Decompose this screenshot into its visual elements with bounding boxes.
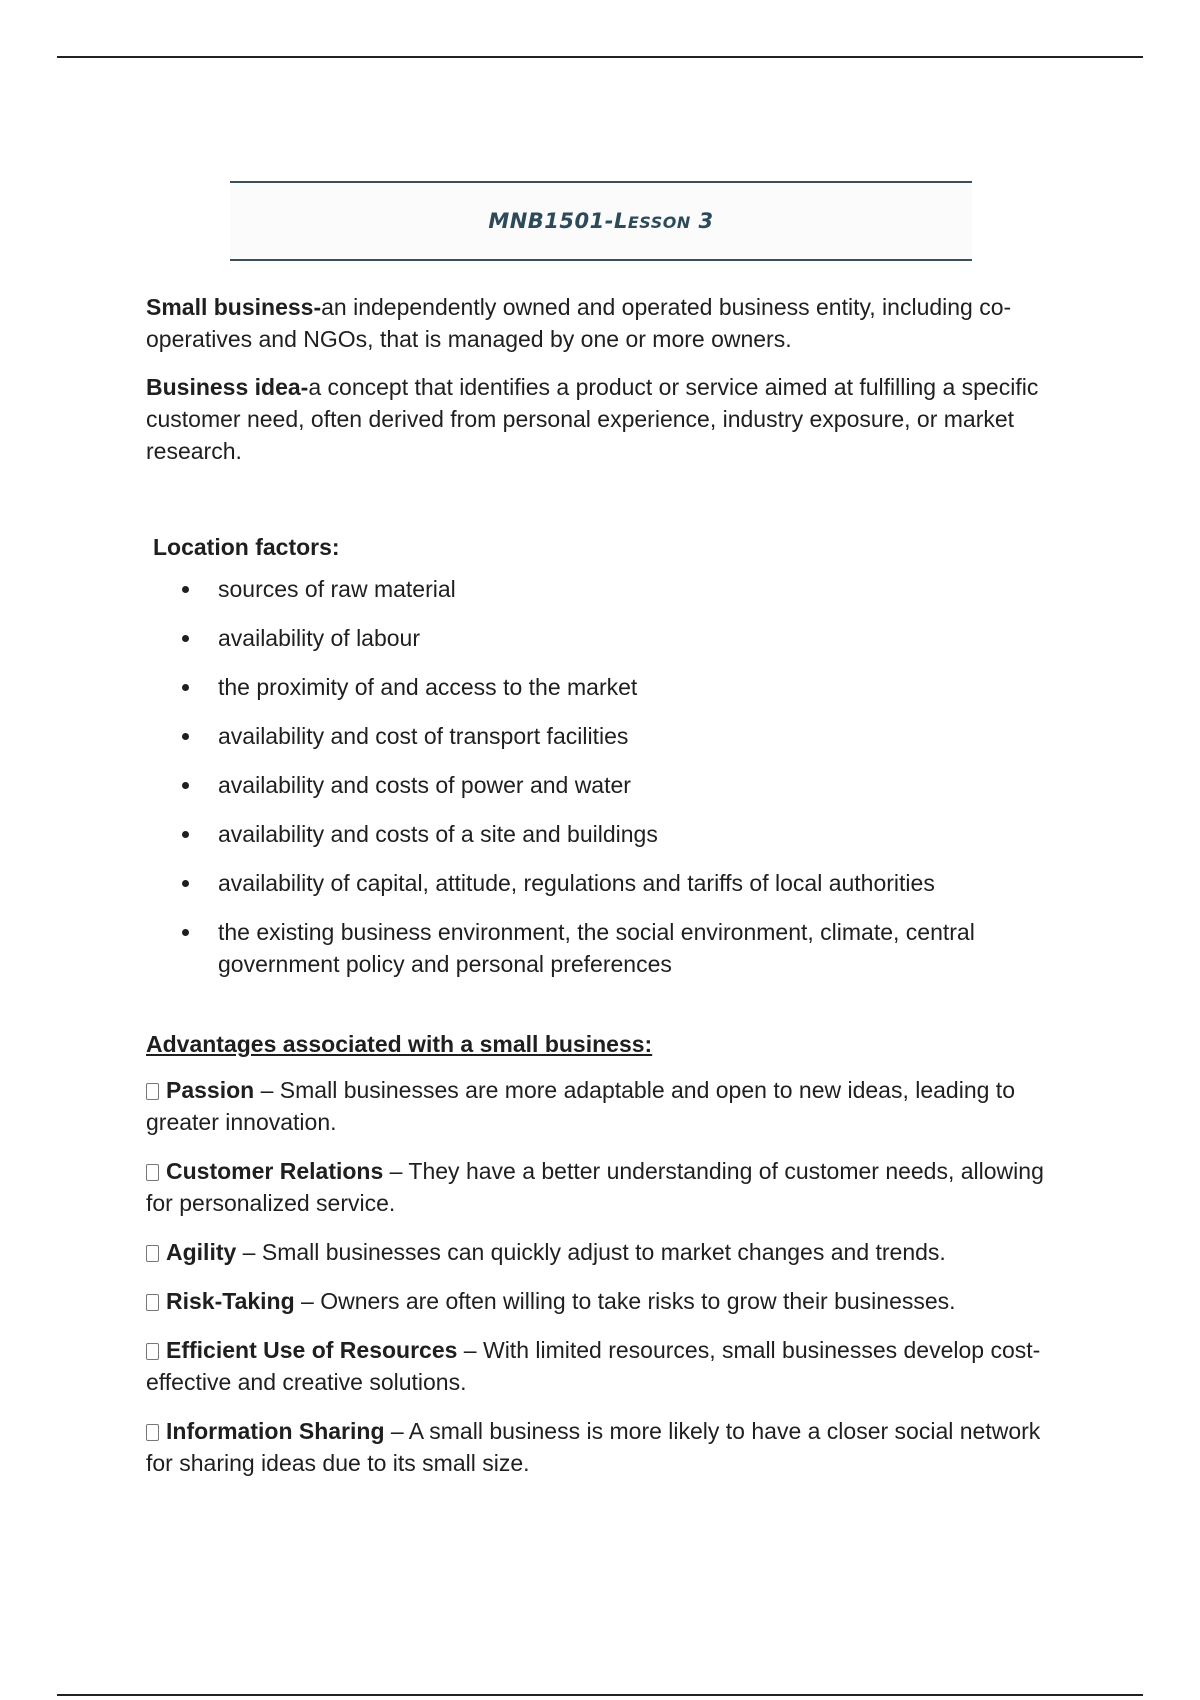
advantages-list <box>146 1074 1046 1479</box>
bullet-icon <box>182 586 189 593</box>
advantages-heading: Advantages associated with a small business: <box>146 1031 653 1057</box>
lesson-title-box <box>230 181 972 261</box>
missing-glyph-box-icon <box>146 1343 159 1360</box>
missing-glyph-box-icon <box>146 1164 159 1181</box>
missing-glyph-box-icon <box>146 1424 159 1441</box>
lesson-title: MNB1501-LESSON 3 <box>488 209 714 233</box>
advantage-customer-relations: Customer Relations – They have a better understanding of customer needs, allowing for personalized service. <box>146 1158 1044 1216</box>
advantage-information-sharing: Information Sharing – A small business is more likely to have a closer social network for sharing ideas due to its small size. <box>146 1418 1041 1476</box>
page-bottom-rule <box>57 1694 1143 1696</box>
bullet-icon <box>182 929 189 936</box>
bullet-icon <box>182 782 189 789</box>
bullet-icon <box>182 880 189 887</box>
bullet-icon <box>182 831 189 838</box>
advantage-risk-taking: Risk-Taking – Owners are often willing to take risks to grow their businesses. <box>146 1285 1046 1317</box>
bullet-icon <box>182 733 189 740</box>
page-top-rule <box>57 56 1143 58</box>
bullet-icon <box>182 635 189 642</box>
bullet-icon <box>182 684 189 691</box>
list-item: availability of labour <box>146 622 1046 654</box>
definition-small-business: Small business-an independently owned and operated business entity, including co-operatives and NGOs, that is managed by one or more owners. <box>146 294 1012 352</box>
location-factors-heading: Location factors: <box>153 534 340 560</box>
missing-glyph-box-icon <box>146 1294 159 1311</box>
document-body <box>146 291 1046 1496</box>
advantage-passion: Passion – Small businesses are more adaptable and open to new ideas, leading to greater innovation. <box>146 1077 1015 1135</box>
advantage-efficient-resources: Efficient Use of Resources – With limited resources, small businesses develop cost-effective and creative solutions. <box>146 1337 1041 1395</box>
advantage-agility: Agility – Small businesses can quickly adjust to market changes and trends. <box>146 1236 1046 1268</box>
list-item: availability and cost of transport facilities <box>146 720 1046 752</box>
list-item: availability and costs of power and water <box>146 769 1046 801</box>
list-item: availability of capital, attitude, regulations and tariffs of local authorities <box>146 867 1046 899</box>
list-item: sources of raw material <box>146 573 1046 605</box>
missing-glyph-box-icon <box>146 1083 159 1100</box>
missing-glyph-box-icon <box>146 1245 159 1262</box>
list-item: availability and costs of a site and buildings <box>146 818 1046 850</box>
list-item: the proximity of and access to the market <box>146 671 1046 703</box>
definition-business-idea: Business idea-a concept that identifies a product or service aimed at fulfilling a specific customer need, often derived from personal experience, industry exposure, or market research. <box>146 374 1039 464</box>
location-factors-list <box>146 573 1046 980</box>
list-item: the existing business environment, the social environment, climate, central government policy and personal preferences <box>146 916 1046 980</box>
